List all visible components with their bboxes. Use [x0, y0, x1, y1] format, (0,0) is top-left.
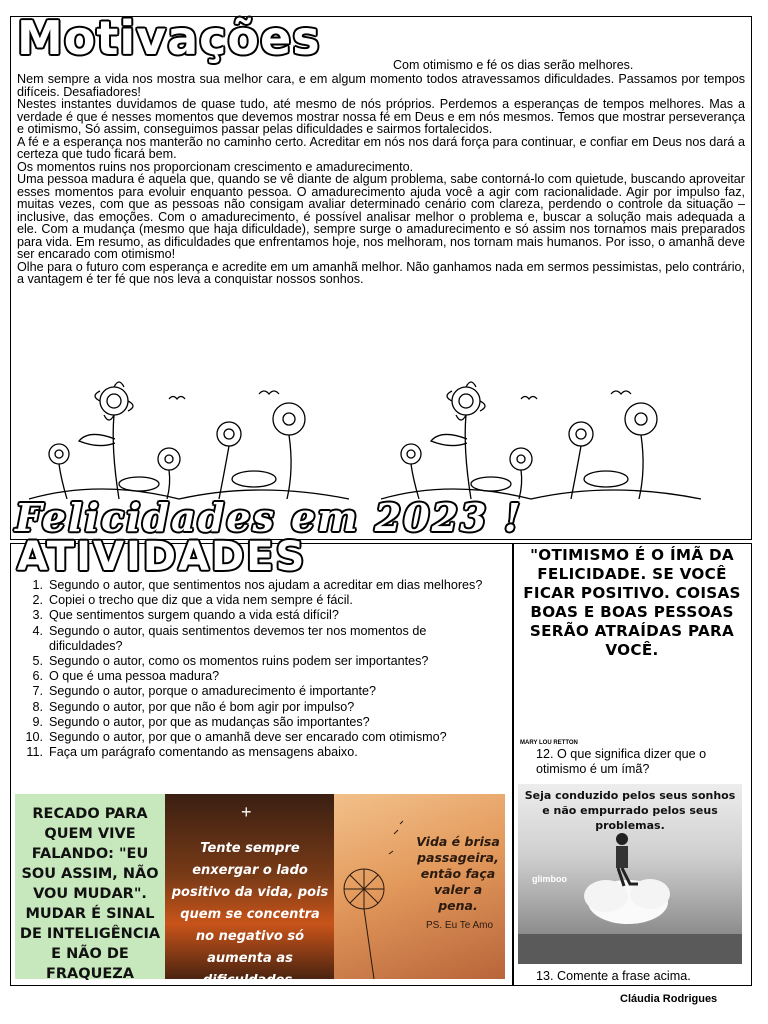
question-item — [21, 730, 501, 745]
card-text: Tente sempre enxergar o lado positivo da vida, pois quem se concentra no negativo só aumenta as dificuldades. — [171, 841, 329, 988]
article-paragraph: Nem sempre a vida nos mostra sua melhor cara, e em algum momento todos atravessamos dificuldades. Passamos por tempos difíceis. Desafiadores! — [17, 72, 745, 99]
question-number: 7. — [32, 684, 43, 699]
question-text: Faça um parágrafo comentando as mensagens abaixo. — [49, 745, 358, 760]
question-item — [21, 700, 501, 715]
dandelion-icon — [334, 794, 414, 979]
article-paragraph: A fé e a esperança nos manterão no caminho certo. Acreditar em nós nos dará força para continuar, e confiar em Deus nos dará a certeza que tudo ficará bem. — [17, 134, 745, 161]
question-number: 1. — [32, 578, 43, 592]
question-item — [21, 578, 501, 593]
question-text: Segundo o autor, porque o amadurecimento é importante? — [49, 684, 376, 699]
message-card-change — [15, 794, 165, 982]
question-item — [21, 669, 501, 684]
question-number: 13. — [536, 969, 554, 983]
article-paragraph: Olhe para o futuro com esperança e acredite em um amanhã melhor. Não ganhamos nada em sermos pessimistas, pelo contrário, a vantagem é ter fé que nos leva a conquistar nossos sonhos. — [17, 259, 746, 286]
card-text: RECADO PARA QUEM VIVE FALANDO: "EU SOU ASSIM, NÃO VOU MUDAR". MUDAR É SINAL DE INTELIGÊNCIA E NÃO DE FRAQUEZA — [19, 806, 161, 982]
card-text: Vida é brisa passageira, então faça valer a pena. — [416, 834, 500, 913]
message-card-positive — [165, 794, 334, 988]
question-number: 11. — [26, 745, 43, 760]
question-item — [21, 654, 501, 669]
article-paragraph: Nestes instantes duvidamos de quase tudo, até mesmo de nós próprios. Perdemos a esperanças de tempos melhores. Mas a verdade é que é nesses momentos que devemos mostrar nossa fé em Deus e em nós mesmos. Temos que mostrar perseverança e otimismo, Só assim, conseguimos passar pelas dificuldades e sairmos fortalecidos. — [17, 97, 745, 136]
question-number: 5. — [32, 654, 43, 669]
question-number: 9. — [32, 714, 43, 729]
question-number: 3. — [32, 608, 43, 623]
activities-title: ATIVIDADES — [17, 534, 307, 580]
author-credit: Cláudia Rodrigues — [620, 993, 718, 1005]
question-item — [536, 969, 691, 983]
question-text: Segundo o autor, por que o amanhã deve ser encarado com otimismo? — [49, 730, 447, 745]
question-text: Segundo o autor, por que não é bom agir por impulso? — [49, 699, 355, 714]
question-number: 12. — [536, 747, 554, 761]
question-text: Segundo o autor, quais sentimentos devemos ter nos momentos de dificuldades? — [49, 623, 427, 653]
message-card-dreams — [518, 784, 742, 964]
question-text: Que sentimentos surgem quando a vida está difícil? — [49, 608, 339, 623]
card-signature: PS. Eu Te Amo — [426, 920, 494, 931]
quote-author: MARY LOU RETTON — [520, 740, 578, 746]
questions-list — [21, 578, 501, 760]
question-number: 8. — [32, 699, 43, 714]
activities-section — [10, 534, 513, 988]
question-number: 4. — [32, 623, 43, 638]
message-card-life — [334, 794, 505, 979]
question-item — [21, 745, 501, 760]
question-number: 6. — [32, 669, 43, 684]
motivation-section — [10, 11, 752, 540]
flowers-illustration — [19, 379, 745, 509]
question-item — [536, 747, 746, 777]
boy-on-cloud-icon — [518, 784, 742, 964]
question-text: Segundo o autor, como os momentos ruins podem ser importantes? — [49, 654, 429, 669]
article-paragraph: Uma pessoa madura é aquela que, quando se vê diante de algum problema, sabe contorná-lo com quietude, buscando aproveitar esses momentos para evoluir enquanto pessoa. O amadurecimento ajuda você a agir com racionalidade. Agir por impulso faz, muitas vezes, com que as pessoas não consigam avaliar determinado cenário com clareza, perdendo o controle da situação – inclusive, das emoções. Com o amadurecimento, é possível analisar melhor o problema e, buscar a solução mais adequada a ele. Com a mudança (mesmo que haja dificuldade), sempre surge o amadurecimento e só assim nos tornamos mais preparados para vida. Em resumo, as dificuldades que enfrentamos hoje, nos melhoram, nos tornam mais humanos. Por isso, o amanhã deve ser encarado com otimismo! — [17, 172, 745, 261]
flower-group-right — [381, 382, 701, 499]
page-title: Motivações — [17, 11, 321, 65]
flower-group-left — [29, 382, 349, 499]
quote-section — [513, 543, 752, 986]
article-paragraph: Os momentos ruins nos proporcionam crescimento e amadurecimento. — [17, 159, 414, 174]
cross-icon: + — [241, 802, 252, 822]
question-item — [21, 715, 501, 730]
question-number: 2. — [32, 593, 43, 608]
optimism-quote: "OTIMISMO É O ÍMÃ DA FELICIDADE. SE VOCÊ FICAR POSITIVO. COISAS BOAS E BOAS PESSOAS SERÃO ATRAÍDAS PARA VOCÊ. — [523, 546, 741, 659]
question-item — [21, 608, 501, 623]
question-text: Copiei o trecho que diz que a vida nem sempre é fácil. — [49, 593, 353, 608]
article-text — [17, 73, 745, 286]
question-item — [21, 624, 501, 654]
question-text: Segundo o autor, por que as mudanças são importantes? — [49, 714, 370, 729]
question-text: Segundo o autor, que sentimentos nos ajudam a acreditar em dias melhores? — [49, 578, 483, 592]
new-year-greeting: Felicidades em 2023 ! — [15, 495, 523, 540]
question-item — [21, 593, 501, 608]
page-subtitle: Com otimismo e fé os dias serão melhores. — [393, 58, 634, 72]
question-number: 10. — [25, 730, 43, 745]
card-text: Seja conduzido pelos seus sonhos e não empurrado pelos seus problemas. — [524, 789, 736, 832]
question-item — [21, 684, 501, 699]
question-text: Comente a frase acima. — [557, 969, 691, 983]
question-text: O que é uma pessoa madura? — [49, 669, 220, 684]
question-text: O que significa dizer que o otimismo é um ímã? — [536, 747, 707, 776]
card-brand: glimboo — [532, 874, 567, 884]
